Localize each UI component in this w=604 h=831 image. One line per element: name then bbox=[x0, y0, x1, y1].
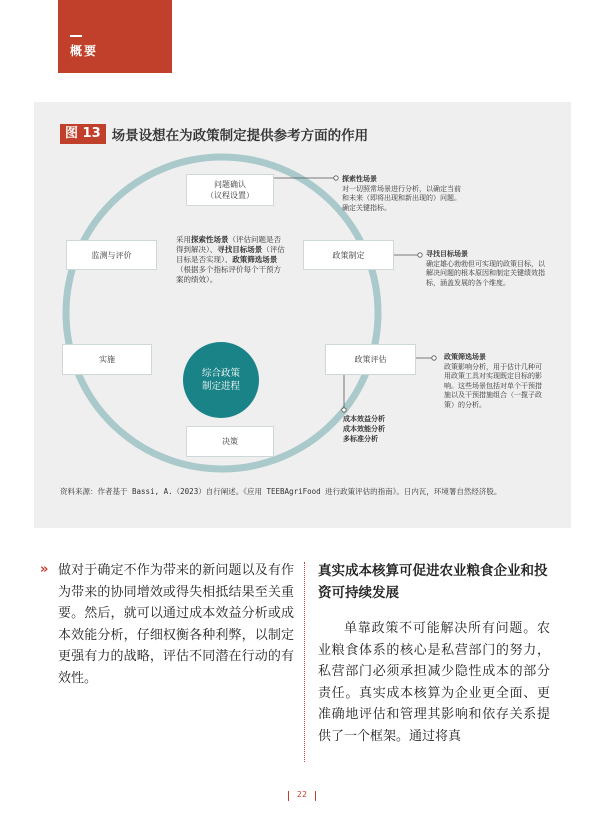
figure-badge: 图 13 bbox=[60, 124, 106, 144]
section-heading: 真实成本核算可促进农业粮食企业和投资可持续发展 bbox=[318, 563, 548, 601]
node-policy-evaluation: 政策评估 bbox=[325, 344, 416, 375]
central-hub: 综合政策 制定进程 bbox=[183, 342, 259, 418]
center-note: 采用探索性场景（评估问题是否得到解决）、寻找目标场景（评估目标是否实现）、政策筛选场景（根据多个指标评价每个干预方案的绩效）。 bbox=[176, 235, 285, 284]
left-paragraph: 做对于确定不作为带来的新问题以及有作为带来的协同增效或得失相抵结果至关重要。然后，就可以通过成本效益分析或成本效能分析，仔细权衡各种利弊，以制定更强有力的战略，评估不同潜在行动的有效性。 bbox=[58, 563, 294, 686]
figure-source: 资料来源：作者基于 Bassi, A.（2023）自行阐述。《应用 TEEBAgriFood 进行政策评估的指南》。日内瓦，环境署自然经济股。 bbox=[60, 487, 502, 496]
annotation-exploratory: 探索性场景 对一切照常场景进行分析，以确定当前和未来（即将出现和新出现的）问题。确定关键指标。 bbox=[342, 175, 461, 212]
annotation-target-seeking: 寻找目标场景 确定雄心勃勃但可实现的政策目标，以解决问题的根本原因和制定关键绩效指标，涵盖发展的各个维度。 bbox=[426, 250, 545, 287]
right-column bbox=[318, 560, 550, 747]
section-label: 概要 bbox=[70, 44, 99, 58]
node-monitoring-evaluation: 监测与评价 bbox=[66, 240, 157, 270]
cost-analysis-list: 成本效益分析 成本效能分析 多标准分析 bbox=[343, 415, 385, 443]
node-implementation: 实施 bbox=[62, 344, 152, 375]
node-decision: 决策 bbox=[186, 426, 274, 457]
figure-title-text: 场景设想在为政策制定提供参考方面的作用 bbox=[111, 128, 369, 144]
annotation-policy-screening: 政策筛选场景 政策影响分析，用于估计几种可用政策工具对实现既定目标的影响。这些场景包括对单个干预措施以及干预措施组合（一揽子政策）的分析。 bbox=[444, 353, 542, 409]
node-policy-formulation: 政策制定 bbox=[303, 240, 394, 270]
column-divider bbox=[304, 562, 305, 762]
continuation-chevron-icon: » bbox=[40, 562, 49, 577]
page-number: 22 bbox=[284, 790, 320, 799]
node-problem-identification: 问题确认 （议程设置） bbox=[186, 174, 274, 206]
right-paragraph: 单靠政策不可能解决所有问题。农业粮食体系的核心是私营部门的努力，私营部门必须承担减少隐性成本的部分责任。真实成本核算为企业更全面、更准确地评估和管理其影响和依存关系提供了一个框架。通过将真 bbox=[318, 621, 550, 744]
